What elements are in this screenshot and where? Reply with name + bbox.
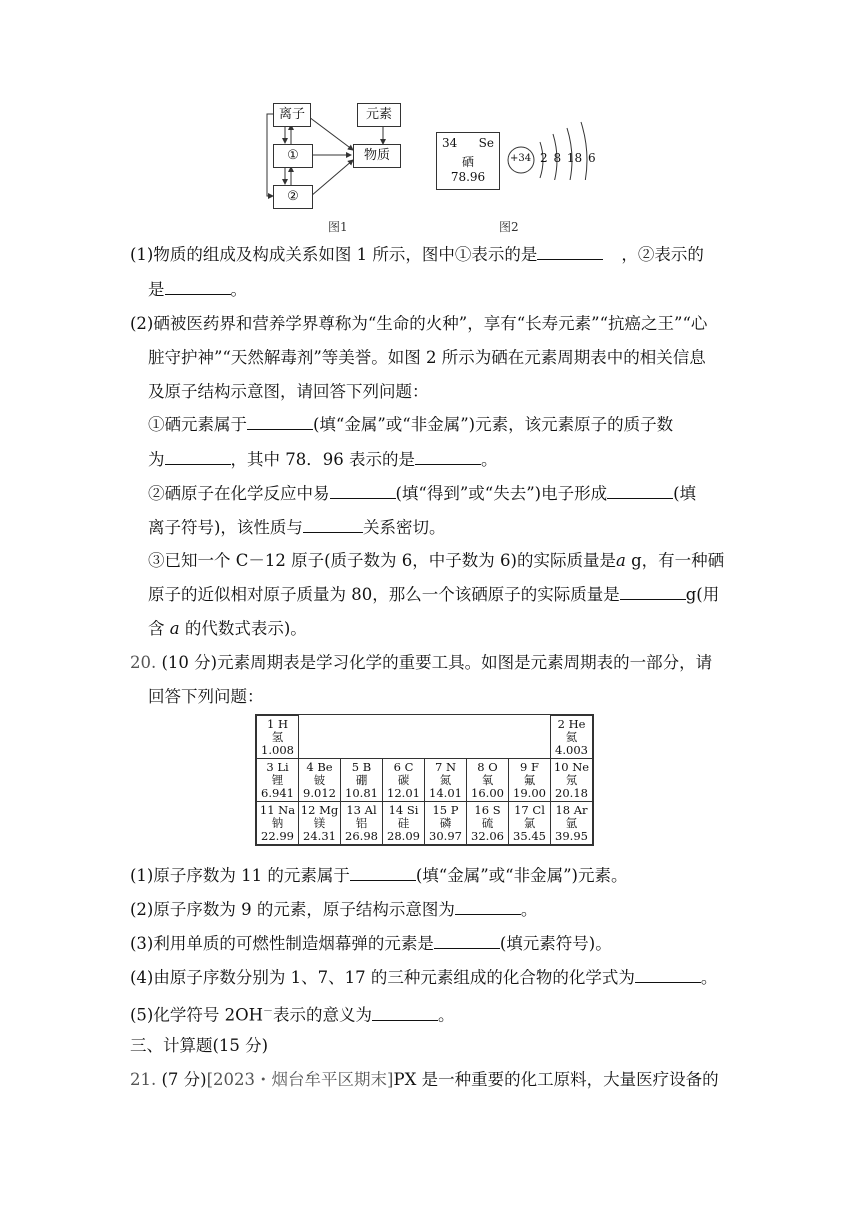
fig1-circle2-box: ②	[273, 185, 313, 209]
answer-blank[interactable]	[455, 898, 521, 915]
fig1-ion-box: 离子	[273, 103, 311, 127]
q19-sub1-line2: 为 ，其中 78．96 表示的是 。	[148, 450, 498, 469]
q19-sub1-line1: ①硒元素属于 (填“金属”或“非金属”)元素，该元素原子的质子数	[148, 415, 674, 434]
q20-part2: (2)原子序数为 9 的元素，原子结构示意图为 。	[130, 900, 538, 919]
se-atomic-number: 34	[442, 136, 458, 150]
element-cell: 4 Be 铍 9.012	[299, 759, 341, 802]
q19-sub2-line1: ②硒原子在化学反应中易 (填“得到”或“失去”)电子形成 (填	[148, 484, 697, 503]
fig1-element-box: 元素	[357, 103, 401, 127]
electron-shells: 2 8 18 6	[540, 151, 596, 165]
q19-sub2-line2: 离子符号)，该性质与 关系密切。	[148, 518, 446, 537]
element-cell: 5 B 硼 10.81	[341, 759, 383, 802]
answer-blank[interactable]	[607, 482, 673, 499]
q19-sub3-line3: 含 a 的代数式表示)。	[148, 619, 307, 638]
se-symbol: Se	[478, 136, 494, 150]
answer-blank[interactable]	[372, 1004, 438, 1021]
answer-blank[interactable]	[303, 516, 363, 533]
section-3-heading: 三、计算题(15 分)	[130, 1036, 269, 1055]
question-number: 21.	[130, 1070, 157, 1089]
fig1-substance-box: 物质	[353, 144, 401, 168]
q19-part2-line1: (2)硒被医药界和营养学界尊称为“生命的火种”，享有“长寿元素”“抗癌之王”“心	[130, 314, 708, 333]
element-card-se	[436, 132, 500, 190]
answer-blank[interactable]	[620, 583, 686, 600]
element-cell: 3 Li 锂 6.941	[257, 759, 299, 802]
element-cell: 1 H 氢 1.008	[257, 716, 299, 759]
q20-part3: (3)利用单质的可燃性制造烟幕弹的元素是 (填元素符号)。	[130, 934, 612, 953]
figure-2	[433, 130, 603, 190]
pt-row-2	[257, 759, 593, 802]
element-cell: 8 O 氧 16.00	[467, 759, 509, 802]
answer-blank[interactable]	[165, 448, 231, 465]
element-cell: 13 Al 铝 26.98	[341, 802, 383, 845]
q20-part5: (5)化学符号 2OH－表示的意义为 。	[130, 1005, 455, 1025]
element-cell: 17 Cl 氯 35.45	[509, 802, 551, 845]
pt-row-1	[257, 716, 593, 759]
element-cell: 7 N 氮 14.01	[425, 759, 467, 802]
q20-part1: (1)原子序数为 11 的元素属于 (填“金属”或“非金属”)元素。	[130, 866, 628, 885]
periodic-table-fragment	[256, 715, 593, 845]
q19-part1-line1: (1)物质的组成及构成关系如图 1 所示，图中①表示的是 ，②表示的	[130, 245, 704, 264]
question-source: [2023・烟台牟平区期末]	[206, 1070, 394, 1089]
element-cell: 14 Si 硅 28.09	[383, 802, 425, 845]
q20-intro-line2: 回答下列问题：	[148, 687, 264, 706]
q20-part4: (4)由原子序数分别为 1、7、17 的三种元素组成的化合物的化学式为 。	[130, 968, 718, 987]
se-name: 硒	[461, 155, 474, 169]
element-cell: 6 C 碳 12.01	[383, 759, 425, 802]
element-cell: 12 Mg 镁 24.31	[299, 802, 341, 845]
element-cell: 11 Na 钠 22.99	[257, 802, 299, 845]
element-cell: 2 He 氦 4.003	[551, 716, 593, 759]
figure-1-caption: 图1	[328, 220, 348, 234]
q19-sub3-line1: ③已知一个 C－12 原子(质子数为 6，中子数为 6)的实际质量是a g，有一种硒	[148, 551, 725, 570]
answer-blank[interactable]	[165, 278, 231, 295]
q19-part2-line2: 脏守护神”“天然解毒剂”等美誉。如图 2 所示为硒在元素周期表中的相关信息	[148, 348, 706, 367]
answer-blank[interactable]	[434, 932, 500, 949]
answer-blank[interactable]	[415, 448, 481, 465]
q20-intro-line1: 20. (10 分)元素周期表是学习化学的重要工具。如图是元素周期表的一部分，请	[130, 653, 713, 672]
element-cell: 10 Ne 氖 20.18	[551, 759, 593, 802]
answer-blank[interactable]	[350, 864, 416, 881]
element-cell: 16 S 硫 32.06	[467, 802, 509, 845]
figure-1	[265, 100, 415, 220]
answer-blank[interactable]	[330, 482, 396, 499]
answer-blank[interactable]	[537, 243, 603, 260]
element-cell: 18 Ar 氩 39.95	[551, 802, 593, 845]
element-cell: 15 P 磷 30.97	[425, 802, 467, 845]
pt-row-3	[257, 802, 593, 845]
se-mass: 78.96	[450, 170, 486, 184]
question-number: 20.	[130, 653, 157, 672]
q21-line1: 21. (7 分)[2023・烟台牟平区期末]PX 是一种重要的化工原料，大量医疗设备的	[130, 1070, 719, 1089]
answer-blank[interactable]	[635, 966, 701, 983]
q19-sub3-line2: 原子的近似相对原子质量为 80，那么一个该硒原子的实际质量是 g(用	[148, 585, 720, 604]
element-cell: 9 F 氟 19.00	[509, 759, 551, 802]
answer-blank[interactable]	[247, 413, 313, 430]
fig1-circle1-box: ①	[273, 144, 313, 168]
figure-2-caption: 图2	[499, 220, 519, 234]
q19-part1-line2: 是 。	[148, 280, 247, 299]
atom-structure-diagram	[505, 120, 600, 180]
nucleus-charge: +34	[510, 153, 532, 164]
q19-part2-line3: 及原子结构示意图，请回答下列问题：	[148, 382, 429, 401]
